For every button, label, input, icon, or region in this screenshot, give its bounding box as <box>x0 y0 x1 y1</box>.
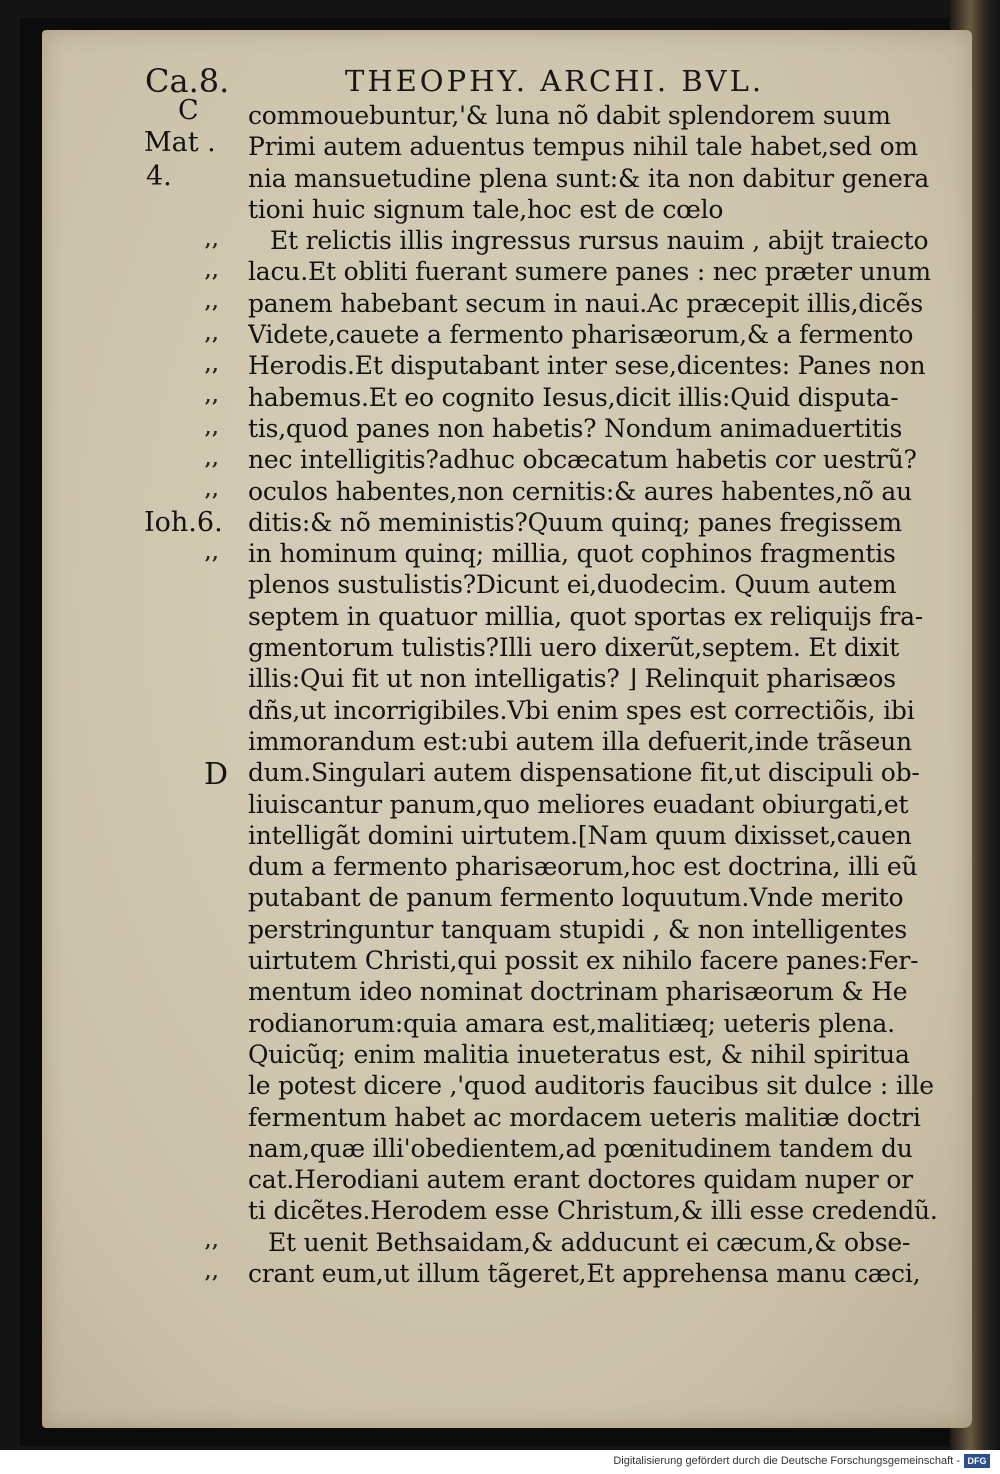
text-line: Et relictis illis ingressus rursus nauim , abijt traiecto <box>270 226 929 256</box>
text-line: nec intelligitis?adhuc obcæcatum habetis cor uestrũ? <box>248 445 917 475</box>
text-line: dñs,ut incorrigibiles.Vbi enim spes est correctiõis, ibi <box>248 695 915 725</box>
text-line: cat.Herodiani autem erant doctores quidam nuper or <box>248 1165 913 1195</box>
text-line: perstringuntur tanquam stupidi , & non intelligentes <box>248 914 907 944</box>
margin-note-4: 4. <box>146 161 172 192</box>
text-line: rodianorum:quia amara est,malitiæq; ueteris plena. <box>248 1008 895 1038</box>
quote-mark: ,, <box>205 418 220 439</box>
text-line: gmentorum tulistis?Illi uero dixerũt,septem. Et dixit <box>248 633 900 663</box>
text-line: tioni huic signum tale,hoc est de cœlo <box>248 194 724 224</box>
text-line: illis:Qui fit ut non intelligatis? ⌋ Relinquit pharisæos <box>248 664 896 694</box>
quote-mark: ,, <box>205 292 220 313</box>
quote-mark: ,, <box>205 1262 220 1283</box>
dfg-logo-icon: DFG <box>964 1454 990 1468</box>
text-line: Quicũq; enim malitia inueteratus est, & nihil spiritua <box>248 1039 910 1069</box>
quote-mark: ,, <box>205 543 220 564</box>
running-title: THEOPHY. ARCHI. BVL. <box>345 64 765 98</box>
text-line: crant eum,ut illum tãgeret,Et apprehensa manu cæci, <box>248 1258 921 1288</box>
text-line: immorandum est:ubi autem illa defuerit,inde trãseun <box>248 726 912 756</box>
text-line: tis,quod panes non habetis? Nondum animaduertitis <box>248 413 903 443</box>
main-text-block <box>248 100 938 1289</box>
text-line: ti dicẽtes.Herodem esse Christum,& illi esse credendũ. <box>248 1196 938 1226</box>
page-header <box>145 62 945 102</box>
quote-mark: ,, <box>205 324 220 345</box>
text-line: plenos sustulistis?Dicunt ei,duodecim. Quum autem <box>248 570 897 600</box>
text-line: nia mansuetudine plena sunt:& ita non dabitur genera <box>248 163 930 193</box>
text-line: nam,quæ illi'obedientem,ad pœnitudinem tandem du <box>248 1133 913 1163</box>
text-line: le potest dicere ,'quod auditoris faucibus sit dulce : ille <box>248 1071 934 1101</box>
margin-note-d: D <box>204 757 229 792</box>
text-line: commouebuntur,'& luna nõ dabit splendorem suum <box>248 101 891 130</box>
text-line: uirtutem Christi,qui possit ex nihilo facere panes:Fer- <box>248 946 919 976</box>
quote-mark: ,, <box>205 480 220 501</box>
quote-mark: ,, <box>205 1231 220 1252</box>
text-line: putabant de panum fermento loquutum.Vnde merito <box>248 883 904 913</box>
quote-mark: ,, <box>205 261 220 282</box>
quote-mark: ,, <box>205 449 220 470</box>
text-line: Et uenit Bethsaidam,& adducunt ei cæcum,& obse- <box>268 1227 911 1257</box>
text-line: Videte,cauete a fermento pharisæorum,& a fermento <box>248 320 914 350</box>
text-line: dum a fermento pharisæorum,hoc est doctrina, illi eũ <box>248 852 918 882</box>
margin-note-mat: Mat . <box>144 127 216 158</box>
chapter-label: Ca.8. <box>145 62 230 100</box>
digitization-footer <box>0 1450 1000 1474</box>
text-line: Herodis.Et disputabant inter sese,dicentes: Panes non <box>248 351 926 381</box>
text-line: ditis:& nõ meministis?Quum quinq; panes fregissem <box>248 507 902 537</box>
quote-mark: ,, <box>205 230 220 251</box>
text-line: liuiscantur panum,quo meliores euadant obiurgati,et <box>248 789 909 819</box>
margin-note-c: C <box>178 95 199 126</box>
quote-mark: ,, <box>205 355 220 376</box>
text-line: habemus.Et eo cognito Iesus,dicit illis:Quid disputa- <box>248 382 899 412</box>
text-line: intelligãt domini uirtutem.[Nam quum dixisset,cauen <box>248 820 912 850</box>
margin-note-ioh: Ioh.6. <box>144 507 223 538</box>
footer-credit: Digitalisierung gefördert durch die Deutsche Forschungsgemeinschaft - <box>613 1455 960 1467</box>
text-line: lacu.Et obliti fuerant sumere panes : nec præter unum <box>248 257 931 287</box>
text-line: dum.Singulari autem dispensatione fit,ut discipuli ob- <box>248 758 920 788</box>
text-line: Primi autem aduentus tempus nihil tale habet,sed om <box>248 132 918 162</box>
quote-mark: ,, <box>205 386 220 407</box>
text-line: oculos habentes,non cernitis:& aures habentes,nõ au <box>248 476 912 506</box>
text-line: septem in quatuor millia, quot sportas ex reliquijs fra- <box>248 601 924 631</box>
text-line: fermentum habet ac mordacem ueteris malitiæ doctri <box>248 1102 921 1132</box>
text-line: in hominum quinq; millia, quot cophinos fragmentis <box>248 539 896 569</box>
text-line: mentum ideo nominat doctrinam pharisæorum & He <box>248 977 908 1007</box>
text-line: panem habebant secum in naui.Ac præcepit illis,dicẽs <box>248 288 923 318</box>
